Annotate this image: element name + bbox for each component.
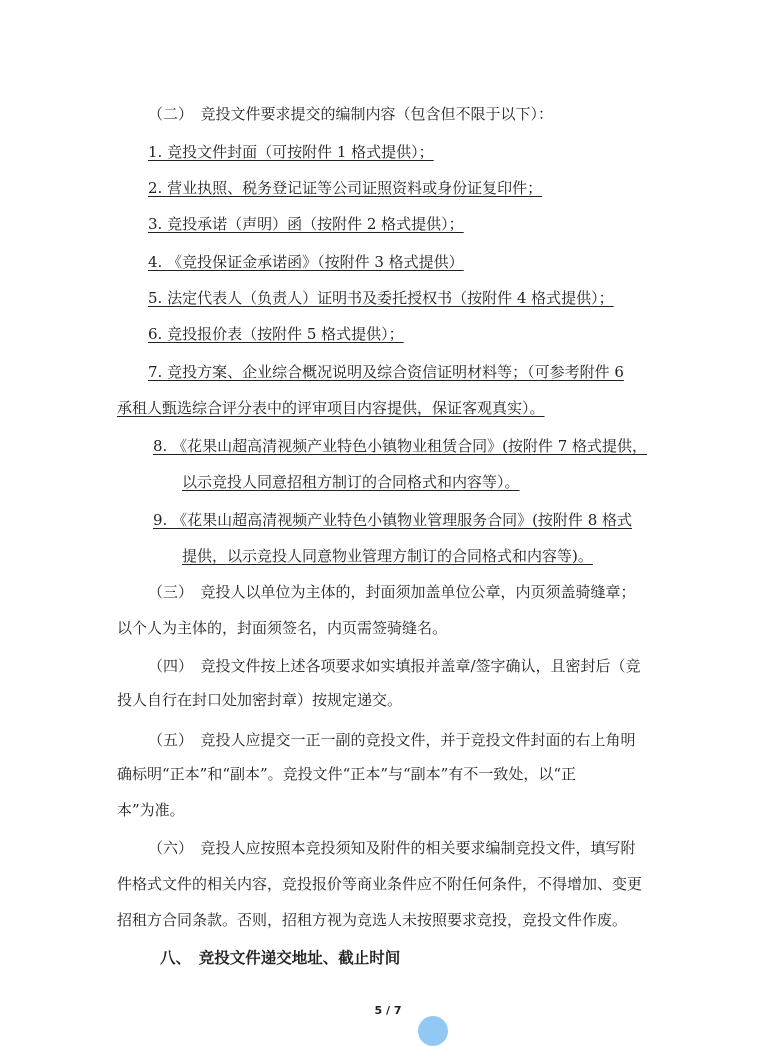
subsection-6-line-3: 招租方合同条款。否则，招租方视为竞选人未按照要求竞投，竞投文件作废。 [117,911,628,929]
subsection-3-line-1: （三） 竞投人以单位为主体的，封面须加盖单位公章，内页须盖骑缝章； [148,583,636,601]
list-item-1: 1. 竞投文件封面（可按附件 1 格式提供）； [148,143,434,161]
floating-assistant-icon[interactable] [418,1016,448,1046]
subsection-2-heading: （二） 竞投文件要求提交的编制内容（包含但不限于以下）： [148,105,554,123]
list-item-8-line-2: 以示竞投人同意招租方制订的合同格式和内容等）。 [182,473,520,491]
list-item-9-line-1: 9. 《花果山超高清视频产业特色小镇物业管理服务合同》(按附件 8 格式 [153,511,633,529]
section-8-heading: 八、 竞投文件递交地址、截止时间 [160,949,401,967]
list-item-9-line-2: 提供，以示竞投人同意物业管理方制订的合同格式和内容等)。 [182,547,593,565]
list-item-7-line-2: 承租人甄选综合评分表中的评审项目内容提供，保证客观真实）。 [117,399,545,417]
page-number: 5 / 7 [374,1004,402,1017]
list-item-7-line-1: 7. 竞投方案、企业综合概况说明及综合资信证明材料等；（可参考附件 6 [148,363,624,381]
list-item-6: 6. 竞投报价表（按附件 5 格式提供）； [148,325,404,343]
list-item-2: 2. 营业执照、税务登记证等公司证照资料或身份证复印件； [148,179,543,197]
subsection-4-line-2: 投人自行在封口处加密封章）按规定递交。 [117,691,403,709]
list-item-5: 5. 法定代表人（负责人）证明书及委托授权书（按附件 4 格式提供）； [148,289,614,307]
subsection-4-line-1: （四） 竞投文件按上述各项要求如实填报并盖章/签字确认，且密封后（竞 [148,657,641,675]
subsection-5-line-2: 确标明“正本”和“副本”。竞投文件“正本”与“副本”有不一致处，以“正 [117,765,577,783]
list-item-3: 3. 竞投承诺（声明）函（按附件 2 格式提供）； [148,215,464,233]
subsection-6-line-2: 件格式文件的相关内容，竞投报价等商业条件应不附任何条件，不得增加、变更 [117,875,643,893]
subsection-6-line-1: （六） 竞投人应按照本竞投须知及附件的相关要求编制竞投文件，填写附 [148,839,636,857]
list-item-8-line-1: 8. 《花果山超高清视频产业特色小镇物业租赁合同》(按附件 7 格式提供， [153,437,648,455]
subsection-5-line-1: （五） 竞投人应提交一正一副的竞投文件，并于竞投文件封面的右上角明 [148,731,636,749]
list-item-4: 4. 《竞投保证金承诺函》（按附件 3 格式提供） [148,253,464,271]
subsection-3-line-2: 以个人为主体的，封面须签名，内页需签骑缝名。 [117,619,448,637]
subsection-5-line-3: 本”为准。 [117,801,185,819]
